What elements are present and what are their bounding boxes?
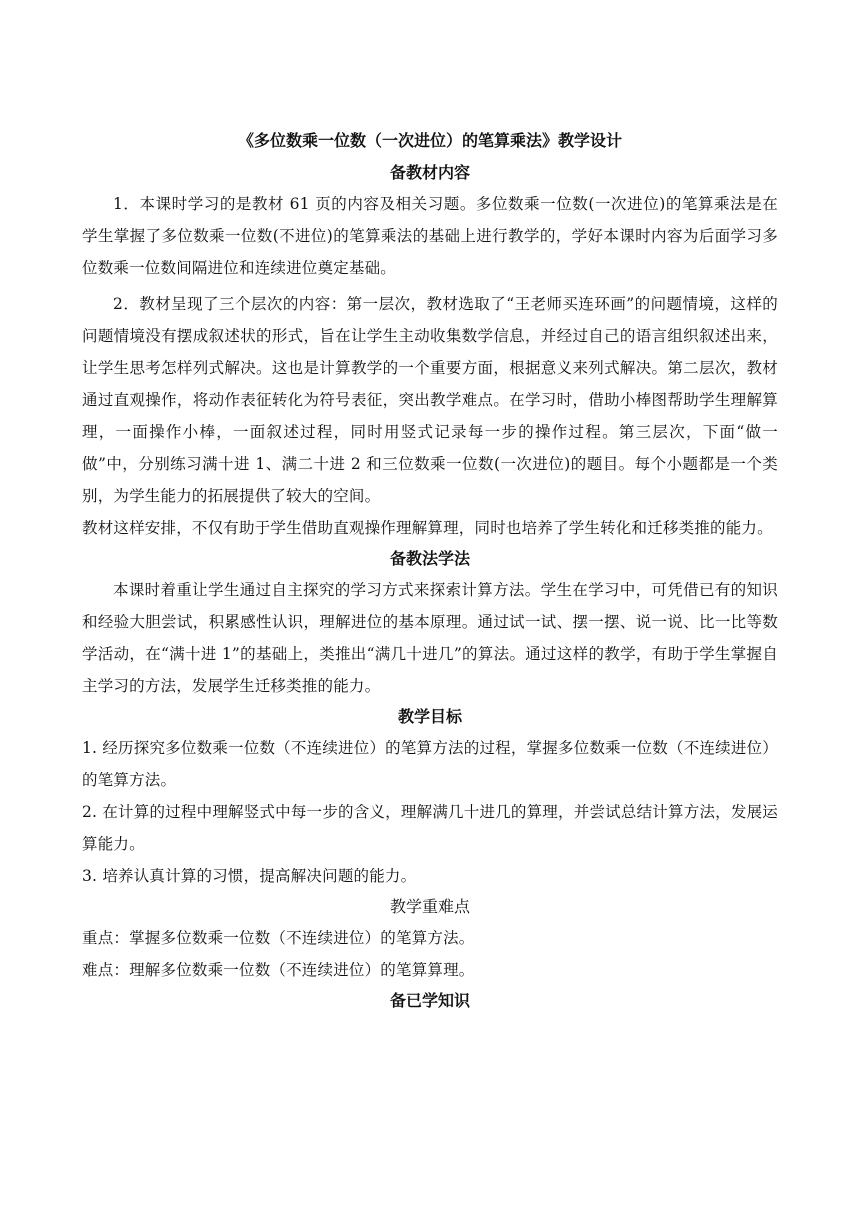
document-body <box>82 127 778 1016</box>
materials-paragraph-3: 教材这样安排，不仅有助于学生借助直观操作理解算理，同时也培养了学生转化和迁移类推的能力。 <box>82 519 773 537</box>
materials-paragraph-2: 2．教材呈现了三个层次的内容：第一层次，教材选取了“王老师买连环画”的问题情境，这样的问题情境没有摆成叙述状的形式，旨在让学生主动收集数学信息，并经过自己的语言组织叙述出来，让学生思考怎样列式解决。这也是计算教学的一个重要方面，根据意义来列式解决。第二层次，教材通过直观操作，将动作表征转化为符号表征，突出教学难点。在学习时，借助小棒图帮助学生理解算理，一面操作小棒，一面叙述过程，同时用竖式记录每一步的操作过程。第三层次，下面“做一做”中，分别练习满十进 1、满二十进 2 和三位数乘一位数(一次进位)的题目。每个小题都是一个类别，为学生能力的拓展提供了较大的空间。 <box>82 295 778 505</box>
section-heading-objectives: 教学目标 <box>397 707 462 726</box>
key-point-item: 重点：掌握多位数乘一位数（不连续进位）的笔算方法。 <box>82 929 475 947</box>
materials-paragraph-1: 1．本课时学习的是教材 61 页的内容及相关习题。多位数乘一位数(一次进位)的笔算乘法是在学生掌握了多位数乘一位数(不进位)的笔算乘法的基础上进行教学的，学好本课时内容为后面学习多位数乘一位数间隔进位和连续进位奠定基础。 <box>82 195 778 277</box>
document-title: 《多位数乘一位数（一次进位）的笔算乘法》教学设计 <box>237 131 622 150</box>
methods-paragraph-1: 本课时着重让学生通过自主探究的学习方式来探索计算方法。学生在学习中，可凭借已有的知识和经验大胆尝试，积累感性认识，理解进位的基本原理。通过试一试、摆一摆、说一说、比一比等数学活动，在“满十进 1”的基础上，类推出“满几十进几”的算法。通过这样的教学，有助于学生掌握自主学习的方法，发展学生迁移类推的能力。 <box>82 581 778 695</box>
section-heading-materials: 备教材内容 <box>389 163 470 182</box>
section-heading-prior-knowledge: 备已学知识 <box>389 991 470 1010</box>
objective-item-3: 3. 培养认真计算的习惯，提高解决问题的能力。 <box>82 867 417 885</box>
objective-item-1: 1. 经历探究多位数乘一位数（不连续进位）的笔算方法的过程，掌握多位数乘一位数（不连续进位）的笔算方法。 <box>82 739 778 789</box>
objective-item-2: 2. 在计算的过程中理解竖式中每一步的含义，理解满几十进几的算理，并尝试总结计算方法，发展运算能力。 <box>82 803 778 853</box>
section-heading-methods: 备教法学法 <box>389 549 470 568</box>
section-heading-key-points: 教学重难点 <box>389 897 470 916</box>
difficulty-item: 难点：理解多位数乘一位数（不连续进位）的笔算算理。 <box>82 961 475 979</box>
